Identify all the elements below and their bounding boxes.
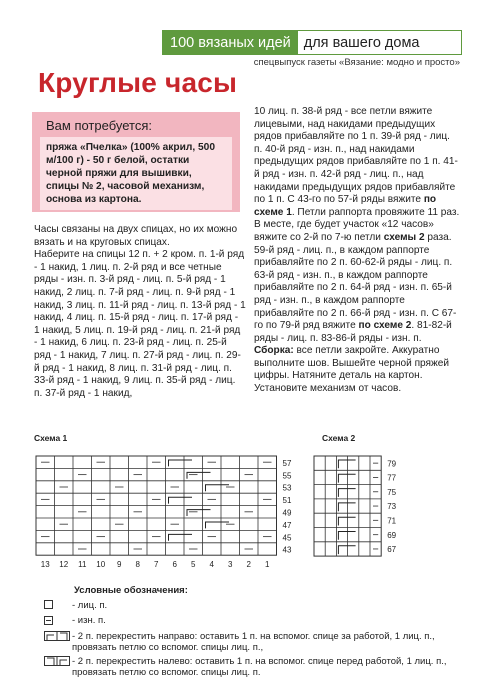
header-series: 100 вязаных идей: [162, 30, 297, 55]
col-number: 7: [154, 560, 159, 570]
row-number: 53: [282, 483, 292, 493]
legend-knit: - лиц. п.: [44, 600, 474, 612]
row-number: 67: [387, 545, 397, 555]
page-title: Круглые часы: [38, 67, 238, 98]
col-number: 8: [135, 560, 140, 570]
col-number: 11: [78, 560, 87, 570]
col-number: 3: [228, 560, 233, 570]
legend: [44, 585, 474, 679]
rows-paragraph: Наберите на спицы 12 п. + 2 кром. п. 1-й ряд - 1 накид, 1 лиц. п. 2-й ряд и все четные ряды - изн. п. 3-й ряд - лиц. п. 5-й ряд - 1 накид, 2 лиц. п. 7-й ряд - лиц. п. 9-й ряд - 1 накид, 3 лиц. п. 11-й ряд - лиц. п. 13-й ряд - 1 накид, 4 лиц. п. 15-й ряд - лиц. п. 17-й ряд - 1 накид, 5 лиц. п. 19-й ряд - лиц. п. 21-й ряд - 1 накид, 6 лиц. п. 23-й ряд - лиц. п. 25-й ряд - 1 накид, 7 лиц. п. 27-й ряд - лиц. п. 29-й ряд - 1 накид, 8 лиц. п. 31-й ряд - лиц. п. 33-й ряд - 1 накид, 9 лиц. п. 35-й ряд - лиц. п. 37-й ряд - 1 накид,: [34, 249, 246, 399]
scheme1-label: Схема 1: [34, 433, 68, 443]
legend-cross-right: - 2 п. перекрестить направо: оставить 1 п. на вспомог. спице за работой, 1 лиц. п., провязать петлю со вспомог. спицы лиц. п.,: [44, 631, 474, 654]
col-number: 9: [117, 560, 122, 570]
legend-title: Условные обозначения:: [74, 585, 188, 596]
scheme1-grid: [36, 456, 277, 555]
col-number: 12: [59, 560, 69, 570]
scheme2-grid: [314, 456, 381, 556]
row-number: 45: [282, 533, 292, 543]
assembly-paragraph: Сборка: все петли закройте. Аккуратно выполните шов. Вышейте черной пряжей цифры. Натяните деталь на картон. Установите механизм от часов.: [254, 345, 450, 395]
col-number: 1: [265, 560, 270, 570]
legend-purl: - изн. п.: [44, 615, 474, 627]
row-number: 51: [282, 496, 292, 506]
col-number: 4: [209, 560, 214, 570]
col-number: 13: [40, 560, 50, 570]
scheme2-row-numbers: [387, 459, 396, 554]
materials-heading: Вам потребуется:: [46, 118, 152, 133]
row-number: 75: [387, 487, 397, 497]
rows-continued-paragraph: 10 лиц. п. 38-й ряд - все петли вяжите лицевыми, над накидами предыдущих рядов прибавляйте по 1 п. 39-й ряд - лиц. п. 40-й ряд - изн. п., над накидами предыдущих рядов прибавляйте по 1 п. 41-й ряд - изн. п. 42-й ряд - лиц. п., над накидами предыдущих рядов прибавляйте по 1 п. С 43-го по 57-й ряды вяжите по схеме 1. Петли раппорта провяжите 11 раз. В месте, где будет участок «12 часов» вяжите со 2-й по 7-ю петли схемы 2 раза. 59-й ряд - лиц. п., в каждом раппорте прибавляйте по 2 п. 60-62-й ряды - лиц. п. 63-й ряд - изн. п., в каждом раппорте прибавляйте по 2 п. 64-й ряд - изн. п. 65-й ряд - изн. п., в каждом раппорте прибавляйте по 2 п. 66-й ряд - изн. п. С 67-го по 79-й ряд вяжите по схеме 2. 81-82-й ряды - лиц. п. 83-86-й ряды - изн. п.: [254, 106, 460, 344]
row-number: 55: [282, 471, 292, 481]
row-number: 77: [387, 473, 397, 483]
cross-left-icon: [44, 656, 72, 666]
dash-cell-icon: [44, 615, 72, 625]
materials-body: пряжа «Пчелка» (100% акрил, 500 м/100 г) - 50 г белой, остатки черной пряжи для вышивки, спицы № 2, часовой механизм, основа из картона.: [40, 137, 232, 210]
col-number: 10: [96, 560, 106, 570]
row-number: 49: [282, 508, 292, 518]
cross-right-icon: [44, 631, 72, 641]
row-number: 73: [387, 502, 397, 512]
scheme1-col-numbers: [41, 560, 270, 569]
header-section: для вашего дома: [297, 30, 462, 55]
row-number: 69: [387, 530, 397, 540]
header-subtitle: спецвыпуск газеты «Вязание: модно и просто»: [253, 57, 460, 68]
empty-cell-icon: [44, 600, 72, 610]
col-number: 2: [246, 560, 251, 570]
row-number: 57: [282, 458, 292, 468]
row-number: 47: [282, 520, 292, 530]
row-number: 43: [282, 545, 292, 555]
row-number: 79: [387, 459, 397, 469]
row-number: 71: [387, 516, 397, 526]
legend-cross-left: - 2 п. перекрестить налево: оставить 1 п. на вспомог. спице перед работой, 1 лиц. п., провязать петлю со вспомог. спицы лиц. п.: [44, 656, 474, 679]
col-number: 5: [191, 560, 196, 570]
intro-paragraph: Часы связаны на двух спицах, но их можно вязать и на круговых спицах.: [34, 224, 238, 248]
scheme1-row-numbers: [283, 459, 292, 555]
col-number: 6: [172, 560, 177, 570]
scheme2-label: Схема 2: [322, 433, 356, 443]
